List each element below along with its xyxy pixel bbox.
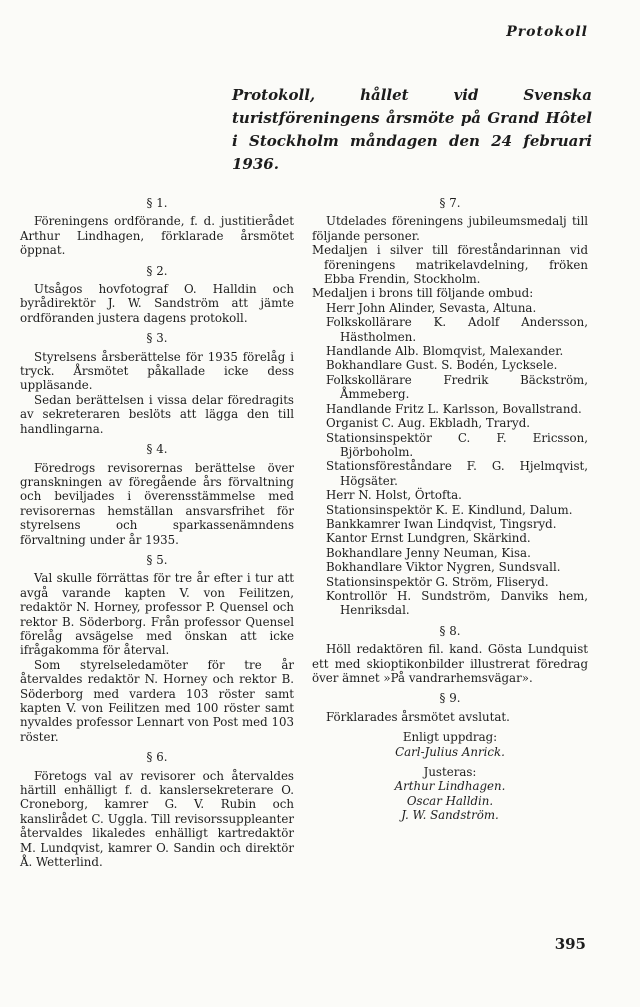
paragraph: Utdelades föreningens jubileumsmedalj till följande personer. xyxy=(312,214,588,243)
paragraph: Styrelsens årsberättelse för 1935 förelåg i tryck. Årsmötet påkallade icke dess uppläsande. xyxy=(20,349,294,393)
delegate-item: Bokhandlare Jenny Neuman, Kisa. xyxy=(326,545,531,560)
delegate-item: Folkskollärare K. Adolf Andersson, Hästholmen. xyxy=(326,315,588,344)
section-heading: § 1. xyxy=(146,196,168,210)
paragraph: Sedan berättelsen i vissa delar föredragits av sekreteraren beslöts att lägga den till handlingarna. xyxy=(20,392,294,436)
paragraph: Föredrogs revisorernas berättelse över granskningen av föregående års förvaltning och beviljades i överensstämmelse med revisorernas hemställan ansvarsfrihet för styrelsens och sparkassenämndens förvaltning under år 1935. xyxy=(20,460,294,547)
section-heading: § 7. xyxy=(439,196,461,210)
paragraph: Val skulle förrättas för tre år efter i tur att avgå varande kapten V. von Feilitzen, redaktör N. Horney, professor P. Quensel och rektor B. Söderborg. Från professor Quensel förelåg avsägelse med önskan att icke ifrågakomma för återval. xyxy=(20,571,294,658)
delegate-list xyxy=(312,301,588,618)
paragraph: Företogs val av revisorer och återvaldes härtill enhälligt f. d. kanslersekreterare O. Croneborg, kamrer G. V. Rubin och kanslirådet C. Uggla. Till revisorssuppleanter återvaldes likaledes enhälligt kartredaktör M. Lundqvist, kamrer O. Sandin och direktör Å. Wetterlind. xyxy=(20,768,294,870)
delegate-item: Herr John Alinder, Sevasta, Altuna. xyxy=(326,300,537,315)
paragraph: Förklarades årsmötet avslutat. xyxy=(326,709,510,724)
delegate-item: Stationsinspektör G. Ström, Fliseryd. xyxy=(326,574,549,589)
justifier-signature: Arthur Lindhagen. xyxy=(394,779,506,794)
paragraph: Utsågos hovfotograf O. Halldin och byrådirektör J. W. Sandström att jämte ordföranden justera dagens protokoll. xyxy=(20,282,294,325)
delegate-item: Herr N. Holst, Örtofta. xyxy=(326,488,462,503)
signature-caption: Enligt uppdrag: xyxy=(402,730,498,745)
delegate-item: Folkskollärare Fredrik Bäckström, Åmmeberg. xyxy=(326,372,588,402)
secretary-signature: Carl-Julius Anrick. xyxy=(395,744,505,759)
delegate-item: Organist C. Aug. Ekbladh, Traryd. xyxy=(326,416,530,431)
protocol-title: Protokoll, hållet vid Svenska turistföreningens årsmöte på Grand Hôtel i Stockholm måndagen den 24 februari 1936. xyxy=(232,86,592,173)
section-heading: § 9. xyxy=(439,691,461,706)
section-heading: § 3. xyxy=(146,331,168,346)
section-heading: § 2. xyxy=(146,263,168,278)
paragraph: Som styrelseledamöter för tre år återvaldes redaktör N. Horney och rektor B. Söderborg med vardera 103 röster samt kapten V. von Feilitzen med 100 röster samt nyvaldes professor Lennart von Post med 103 röster. xyxy=(20,657,294,744)
section-heading: § 5. xyxy=(146,552,168,567)
section-heading: § 6. xyxy=(146,750,168,765)
justifier-signature: J. W. Sandström. xyxy=(401,808,499,823)
delegate-item: Stationsföreståndare F. G. Hjelmqvist, Högsäter. xyxy=(326,459,588,488)
paragraph: Föreningens ordförande, f. d. justitierådet Arthur Lindhagen, förklarade årsmötet öppnat. xyxy=(20,214,294,258)
delegate-item: Bankkamrer Iwan Lindqvist, Tingsryd. xyxy=(326,516,557,531)
section-heading: § 8. xyxy=(439,623,461,638)
delegate-item: Handlande Fritz L. Karlsson, Bovallstrand. xyxy=(326,401,582,416)
signature-caption: Justeras: xyxy=(423,765,477,780)
delegate-item: Stationsinspektör K. E. Kindlund, Dalum. xyxy=(326,502,573,517)
justifier-signature: Oscar Halldin. xyxy=(406,793,494,808)
delegate-item: Bokhandlare Gust. S. Bodén, Lycksele. xyxy=(326,358,558,373)
delegate-item: Stationsinspektör C. F. Ericsson, Björboholm. xyxy=(326,430,588,459)
page-number: 395 xyxy=(554,935,586,953)
delegate-item: Kontrollör H. Sundström, Danviks hem, Henriksdal. xyxy=(326,588,588,618)
silver-medal-paragraph: Medaljen i silver till föreståndarinnan vid föreningens matrikelavdelning, fröken Ebba Frendin, Stockholm. xyxy=(312,243,588,287)
left-column xyxy=(20,196,294,869)
delegate-item: Bokhandlare Viktor Nygren, Sundsvall. xyxy=(326,560,561,575)
section-heading: § 4. xyxy=(146,442,168,457)
delegate-item: Handlande Alb. Blomqvist, Malexander. xyxy=(326,344,564,359)
delegate-item: Kantor Ernst Lundgren, Skärkind. xyxy=(326,531,531,546)
paragraph: Höll redaktören fil. kand. Gösta Lundquist ett med skioptikonbilder illustrerat föredrag över ämnet »På vandrarhemsvägar». xyxy=(312,642,588,685)
right-column xyxy=(312,196,588,823)
running-head: Protokoll xyxy=(506,24,588,40)
bronze-medal-intro: Medaljen i brons till följande ombud: xyxy=(312,286,534,301)
